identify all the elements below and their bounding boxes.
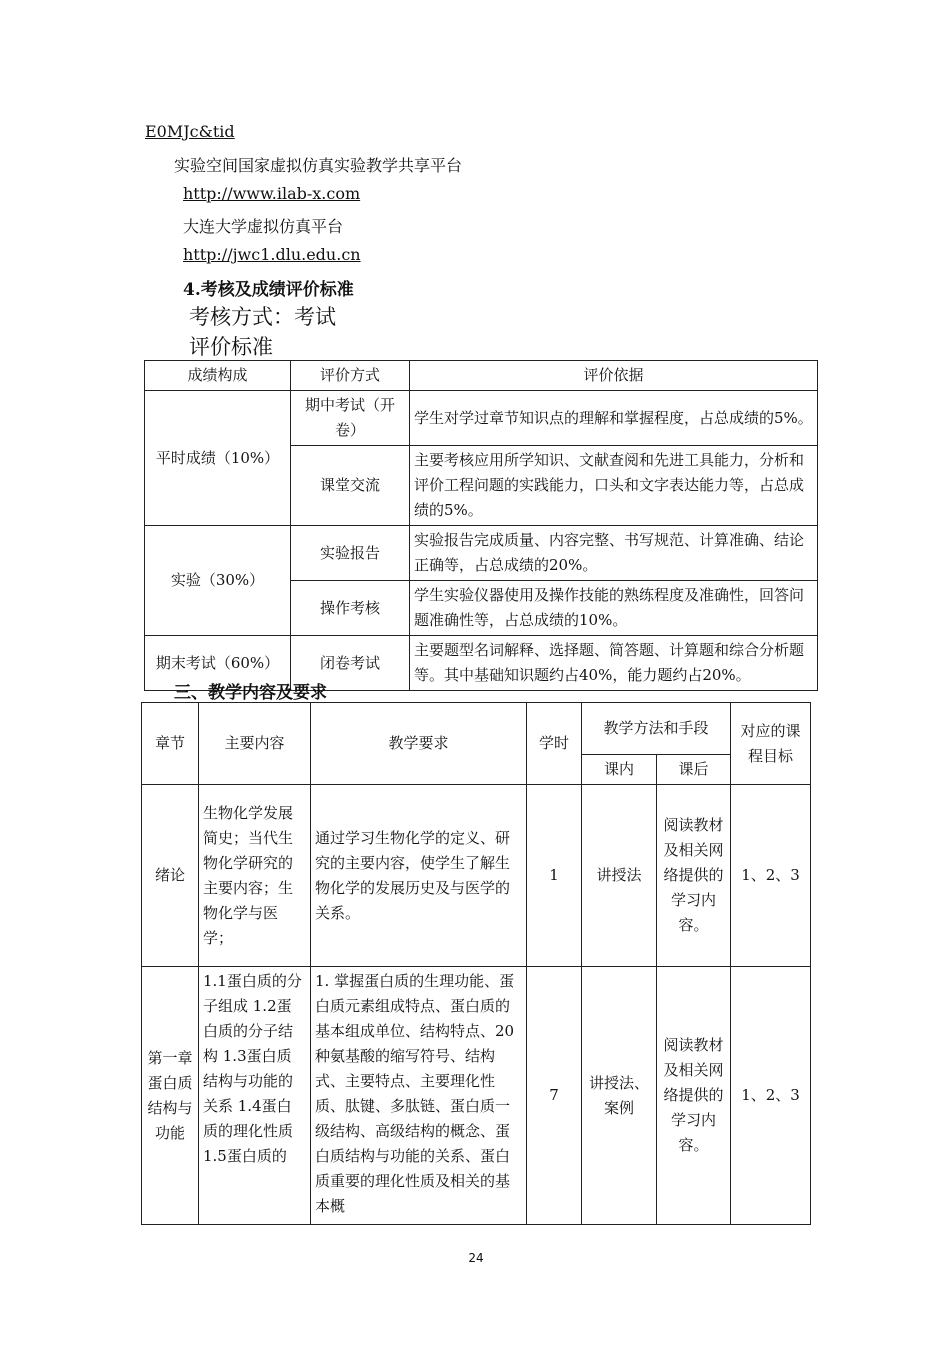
header-composition: 成绩构成 — [145, 361, 291, 391]
header-basis: 评价依据 — [410, 361, 818, 391]
header-main: 主要内容 — [199, 703, 311, 785]
header-method: 评价方式 — [291, 361, 410, 391]
header-req: 教学要求 — [311, 703, 527, 785]
method-class-exchange: 课堂交流 — [291, 446, 410, 526]
row-intro-req: 通过学习生物化学的定义、研究的主要内容，使学生了解生物化学的发展历史及与医学的关系。 — [311, 785, 527, 967]
header-after-class: 课后 — [657, 755, 731, 785]
page-number: 24 — [468, 1251, 484, 1265]
platform1-name: 实验空间国家虚拟仿真实验教学共享平台 — [174, 156, 463, 175]
assessment-table — [144, 360, 818, 691]
assessment-heading: 4.考核及成绩评价标准 — [183, 280, 354, 300]
basis-closed-book: 主要题型名词解释、选择题、简答题、计算题和综合分析题等。其中基础知识题约占40%，能力题约占20%。 — [410, 636, 818, 691]
assessment-criteria: 评价标准 — [189, 335, 273, 359]
row-intro-hours: 1 — [527, 785, 582, 967]
basis-midterm: 学生对学过章节知识点的理解和掌握程度，占总成绩的5%。 — [410, 391, 818, 446]
header-in-class: 课内 — [582, 755, 657, 785]
header-method: 教学方法和手段 — [582, 703, 731, 755]
row-ch1-hours: 7 — [527, 967, 582, 1225]
method-lab-report: 实验报告 — [291, 526, 410, 581]
basis-class-exchange: 主要考核应用所学知识、文献查阅和先进工具能力，分析和评价工程问题的实践能力，口头和文字表达能力等，占总成绩的5%。 — [410, 446, 818, 526]
header-goal: 对应的课程目标 — [731, 703, 811, 785]
row-intro-after-class: 阅读教材及相关网络提供的学习内容。 — [657, 785, 731, 967]
group-final: 期末考试（60%） — [145, 636, 291, 691]
row-intro-goal: 1、2、3 — [731, 785, 811, 967]
platform2-url-link[interactable]: http://jwc1.dlu.edu.cn — [183, 245, 361, 264]
platform2-name: 大连大学虚拟仿真平台 — [183, 217, 344, 236]
basis-lab-report: 实验报告完成质量、内容完整、书写规范、计算准确、结论正确等，占总成绩的20%。 — [410, 526, 818, 581]
basis-operation: 学生实验仪器使用及操作技能的熟练程度及准确性，回答问题准确性等，占总成绩的10%。 — [410, 581, 818, 636]
row-ch1-req: 1. 掌握蛋白质的生理功能、蛋白质元素组成特点、蛋白质的基本组成单位、结构特点、20种氨基酸的缩写符号、结构式、主要特点、主要理化性质、肽键、多肽链、蛋白质一级结构、高级结构的概念、蛋白质结构与功能的关系、蛋白质重要的理化性质及相关的基本概 — [311, 967, 527, 1225]
row-intro-in-class: 讲授法 — [582, 785, 657, 967]
platform1-url-link[interactable]: http://www.ilab-x.com — [183, 184, 361, 203]
content-table — [141, 702, 811, 1225]
method-closed-book: 闭卷考试 — [291, 636, 410, 691]
assessment-method: 考核方式：考试 — [189, 305, 336, 329]
method-operation: 操作考核 — [291, 581, 410, 636]
method-midterm: 期中考试（开卷） — [291, 391, 410, 446]
row-ch1-main: 1.1蛋白质的分子组成 1.2蛋白质的分子结构 1.3蛋白质结构与功能的关系 1.4蛋白质的理化性质 1.5蛋白质的 — [199, 967, 311, 1225]
row-ch1-chapter: 第一章蛋白质结构与功能 — [142, 967, 199, 1225]
group-regular: 平时成绩（10%） — [145, 391, 291, 526]
row-ch1-in-class: 讲授法、案例 — [582, 967, 657, 1225]
top-link-code[interactable]: E0MJc&tid — [145, 122, 235, 141]
row-intro-main: 生物化学发展简史；当代生物化学研究的主要内容；生物化学与医学； — [199, 785, 311, 967]
header-chapter: 章节 — [142, 703, 199, 785]
header-hours: 学时 — [527, 703, 582, 785]
row-ch1-after-class: 阅读教材及相关网络提供的学习内容。 — [657, 967, 731, 1225]
content-heading: 三、教学内容及要求 — [174, 683, 327, 703]
row-intro-chapter: 绪论 — [142, 785, 199, 967]
row-ch1-goal: 1、2、3 — [731, 967, 811, 1225]
group-experiment: 实验（30%） — [145, 526, 291, 636]
